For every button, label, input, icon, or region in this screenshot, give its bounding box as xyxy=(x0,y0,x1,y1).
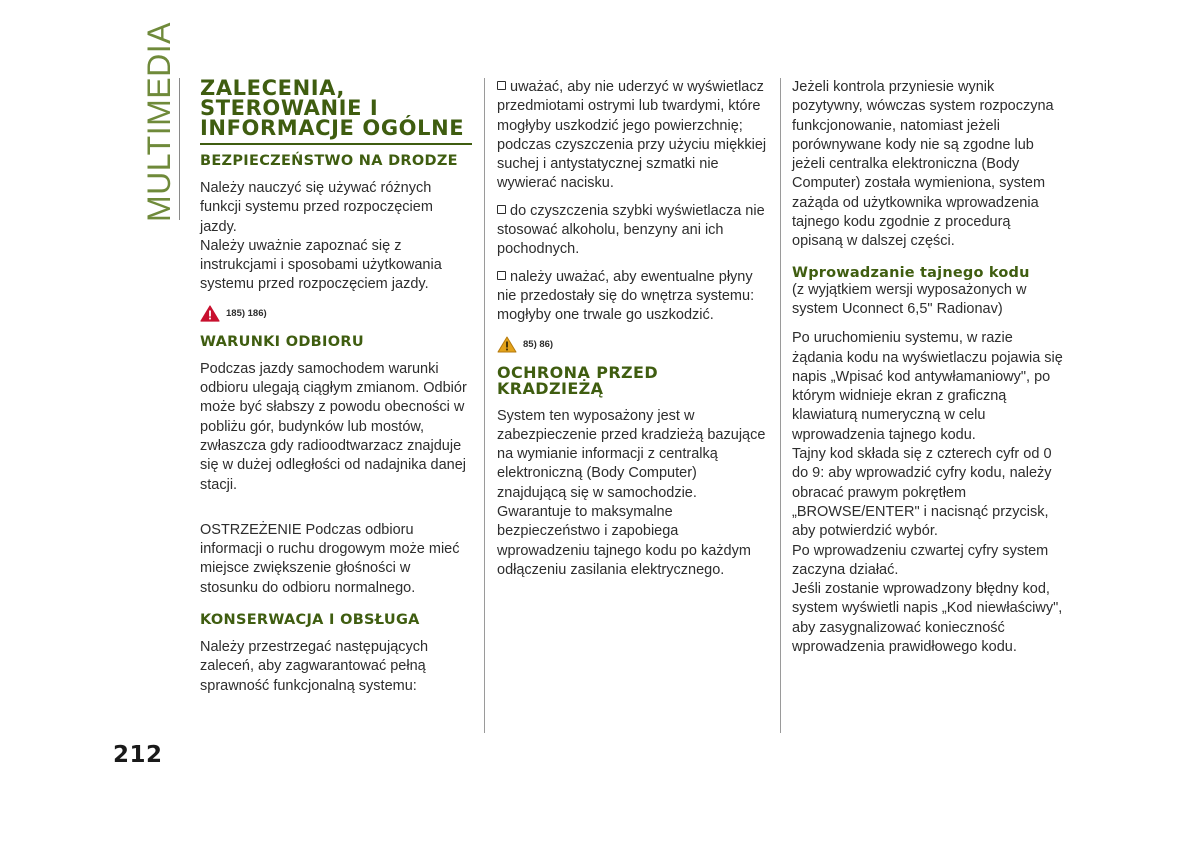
reception-paragraph-2: OSTRZEŻENIE Podczas odbioru informacji o ruchu drogowym może mieć miejsce zwiększenie głośności w stosunku do odbioru normalnego. xyxy=(200,521,460,596)
anti-theft-paragraph-2: Gwarantuje to maksymalne bezpieczeństwo i zapobiega wprowadzeniu tajnego kodu po każdym odłączeniu zasilania elektrycznego. xyxy=(497,504,751,578)
verification-paragraph: Jeżeli kontrola przyniesie wynik pozytywny, wówczas system rozpoczyna funkcjonowanie, natomiast jeżeli porównywane kody nie są zgodne lub jeżeli centralka elektroniczna (Body Computer) została wymieniona, system zażąda od użytkownika wprowadzenia tajnego kodu zgodnie z procedurą opisaną w dalszej części. xyxy=(792,79,1054,250)
road-safety-paragraph-2: Należy uważnie zapoznać się z instrukcjami i sposobami użytkowania systemu przed rozpoczęciem jazdy. xyxy=(200,237,442,293)
warning-reference xyxy=(200,305,472,322)
bullet-item xyxy=(497,202,769,260)
column-divider xyxy=(484,78,485,733)
column-divider xyxy=(780,78,781,733)
reception-paragraph-1: Podczas jazdy samochodem warunki odbioru ulegają ciągłym zmianom. Odbiór może być słabszy z powodu obecności w pobliżu gór, budynków lub mostów, zwłaszcza gdy radioodtwarzacz znajduje się w dużej odległości od nadajnika danej stacji. xyxy=(200,360,467,493)
fourth-digit-paragraph: Po wprowadzeniu czwartej cyfry system zaczyna działać. xyxy=(792,542,1049,578)
bullet-item xyxy=(497,78,769,194)
code-digits-paragraph: Tajny kod składa się z czterech cyfr od 0 do 9: aby wprowadzić cyfry kodu, należy obracać prawym pokrętłem „BROWSE/ENTER" i nacisnąć przycisk, aby potwierdzić wybór. xyxy=(792,446,1052,540)
bullet-text: należy uważać, aby ewentualne płyny nie przedostały się do wnętrza systemu: mogłyby one trwale go uszkodzić. xyxy=(497,268,755,324)
page-number: 212 xyxy=(113,742,163,768)
road-safety-paragraph-1: Należy nauczyć się używać różnych funkcji systemu przed rozpoczęciem jazdy. xyxy=(200,180,433,235)
section-heading-maintenance: KONSERWACJA I OBSŁUGA xyxy=(200,612,420,629)
maintenance-paragraph-1: Należy przestrzegać następujących zaleceń, aby zagwarantować pełną sprawność funkcjonalną systemu: xyxy=(200,639,429,694)
bullet-item xyxy=(497,268,769,326)
column-1 xyxy=(200,78,472,696)
side-tab xyxy=(139,22,179,222)
chapter-title: ZALECENIA, STEROWANIE I INFORMACJE OGÓLNE xyxy=(200,76,465,140)
caution-reference xyxy=(497,336,769,353)
section-heading-anti-theft: OCHRONA PRZED KRADZIEŻĄ xyxy=(497,362,659,398)
checkbox-bullet-icon xyxy=(497,81,506,90)
bullet-text: uważać, aby nie uderzyć w wyświetlacz przedmiotami ostrymi lub twardymi, które mogłyby uszkodzić jego powierzchnię; podczas czyszczenia przy użyciu miękkiej suchej i antystatycznej szmatki nie wywierać nacisku. xyxy=(497,79,767,192)
code-entry-paragraph: Po uruchomieniu systemu, w razie żądania kodu na wyświetlaczu pojawia się napis „Wpisać kod antywłamaniowy", po którym widnieje ekran z graficzną klawiaturą numeryczną w celu wprowadzenia tajnego kodu. xyxy=(792,330,1063,443)
exception-note: (z wyjątkiem wersji wyposażonych w system Uconnect 6,5" Radionav) xyxy=(792,281,1027,317)
bullet-text: do czyszczenia szybki wyświetlacza nie stosować alkoholu, benzyny ani ich pochodnych. xyxy=(497,202,765,258)
column-3 xyxy=(792,78,1064,657)
warning-triangle-icon xyxy=(200,305,220,322)
subheading-secret-code: Wprowadzanie tajnego kodu xyxy=(792,264,1030,281)
side-tab-rule xyxy=(179,78,180,220)
section-heading-road-safety: BEZPIECZEŃSTWO NA DRODZE xyxy=(200,153,458,169)
checkbox-bullet-icon xyxy=(497,271,506,280)
title-rule xyxy=(200,143,472,145)
caution-triangle-icon xyxy=(497,336,517,353)
wrong-code-paragraph: Jeśli zostanie wprowadzony błędny kod, system wyświetli napis „Kod niewłaściwy", aby zasygnalizować konieczność wprowadzenia prawidłowego kodu. xyxy=(792,581,1063,656)
warning-refs: 185) 186) xyxy=(226,307,267,319)
column-2 xyxy=(497,78,769,580)
section-heading-reception: WARUNKI ODBIORU xyxy=(200,333,364,350)
side-tab-label: MULTIMEDIA xyxy=(141,22,177,222)
caution-refs: 85) 86) xyxy=(523,338,554,350)
checkbox-bullet-icon xyxy=(497,205,506,214)
anti-theft-paragraph-1: System ten wyposażony jest w zabezpieczenie przed kradzieżą bazujące na wymianie informacji z centralką elektroniczną (Body Computer) znajdującą się w samochodzie. xyxy=(497,407,766,501)
